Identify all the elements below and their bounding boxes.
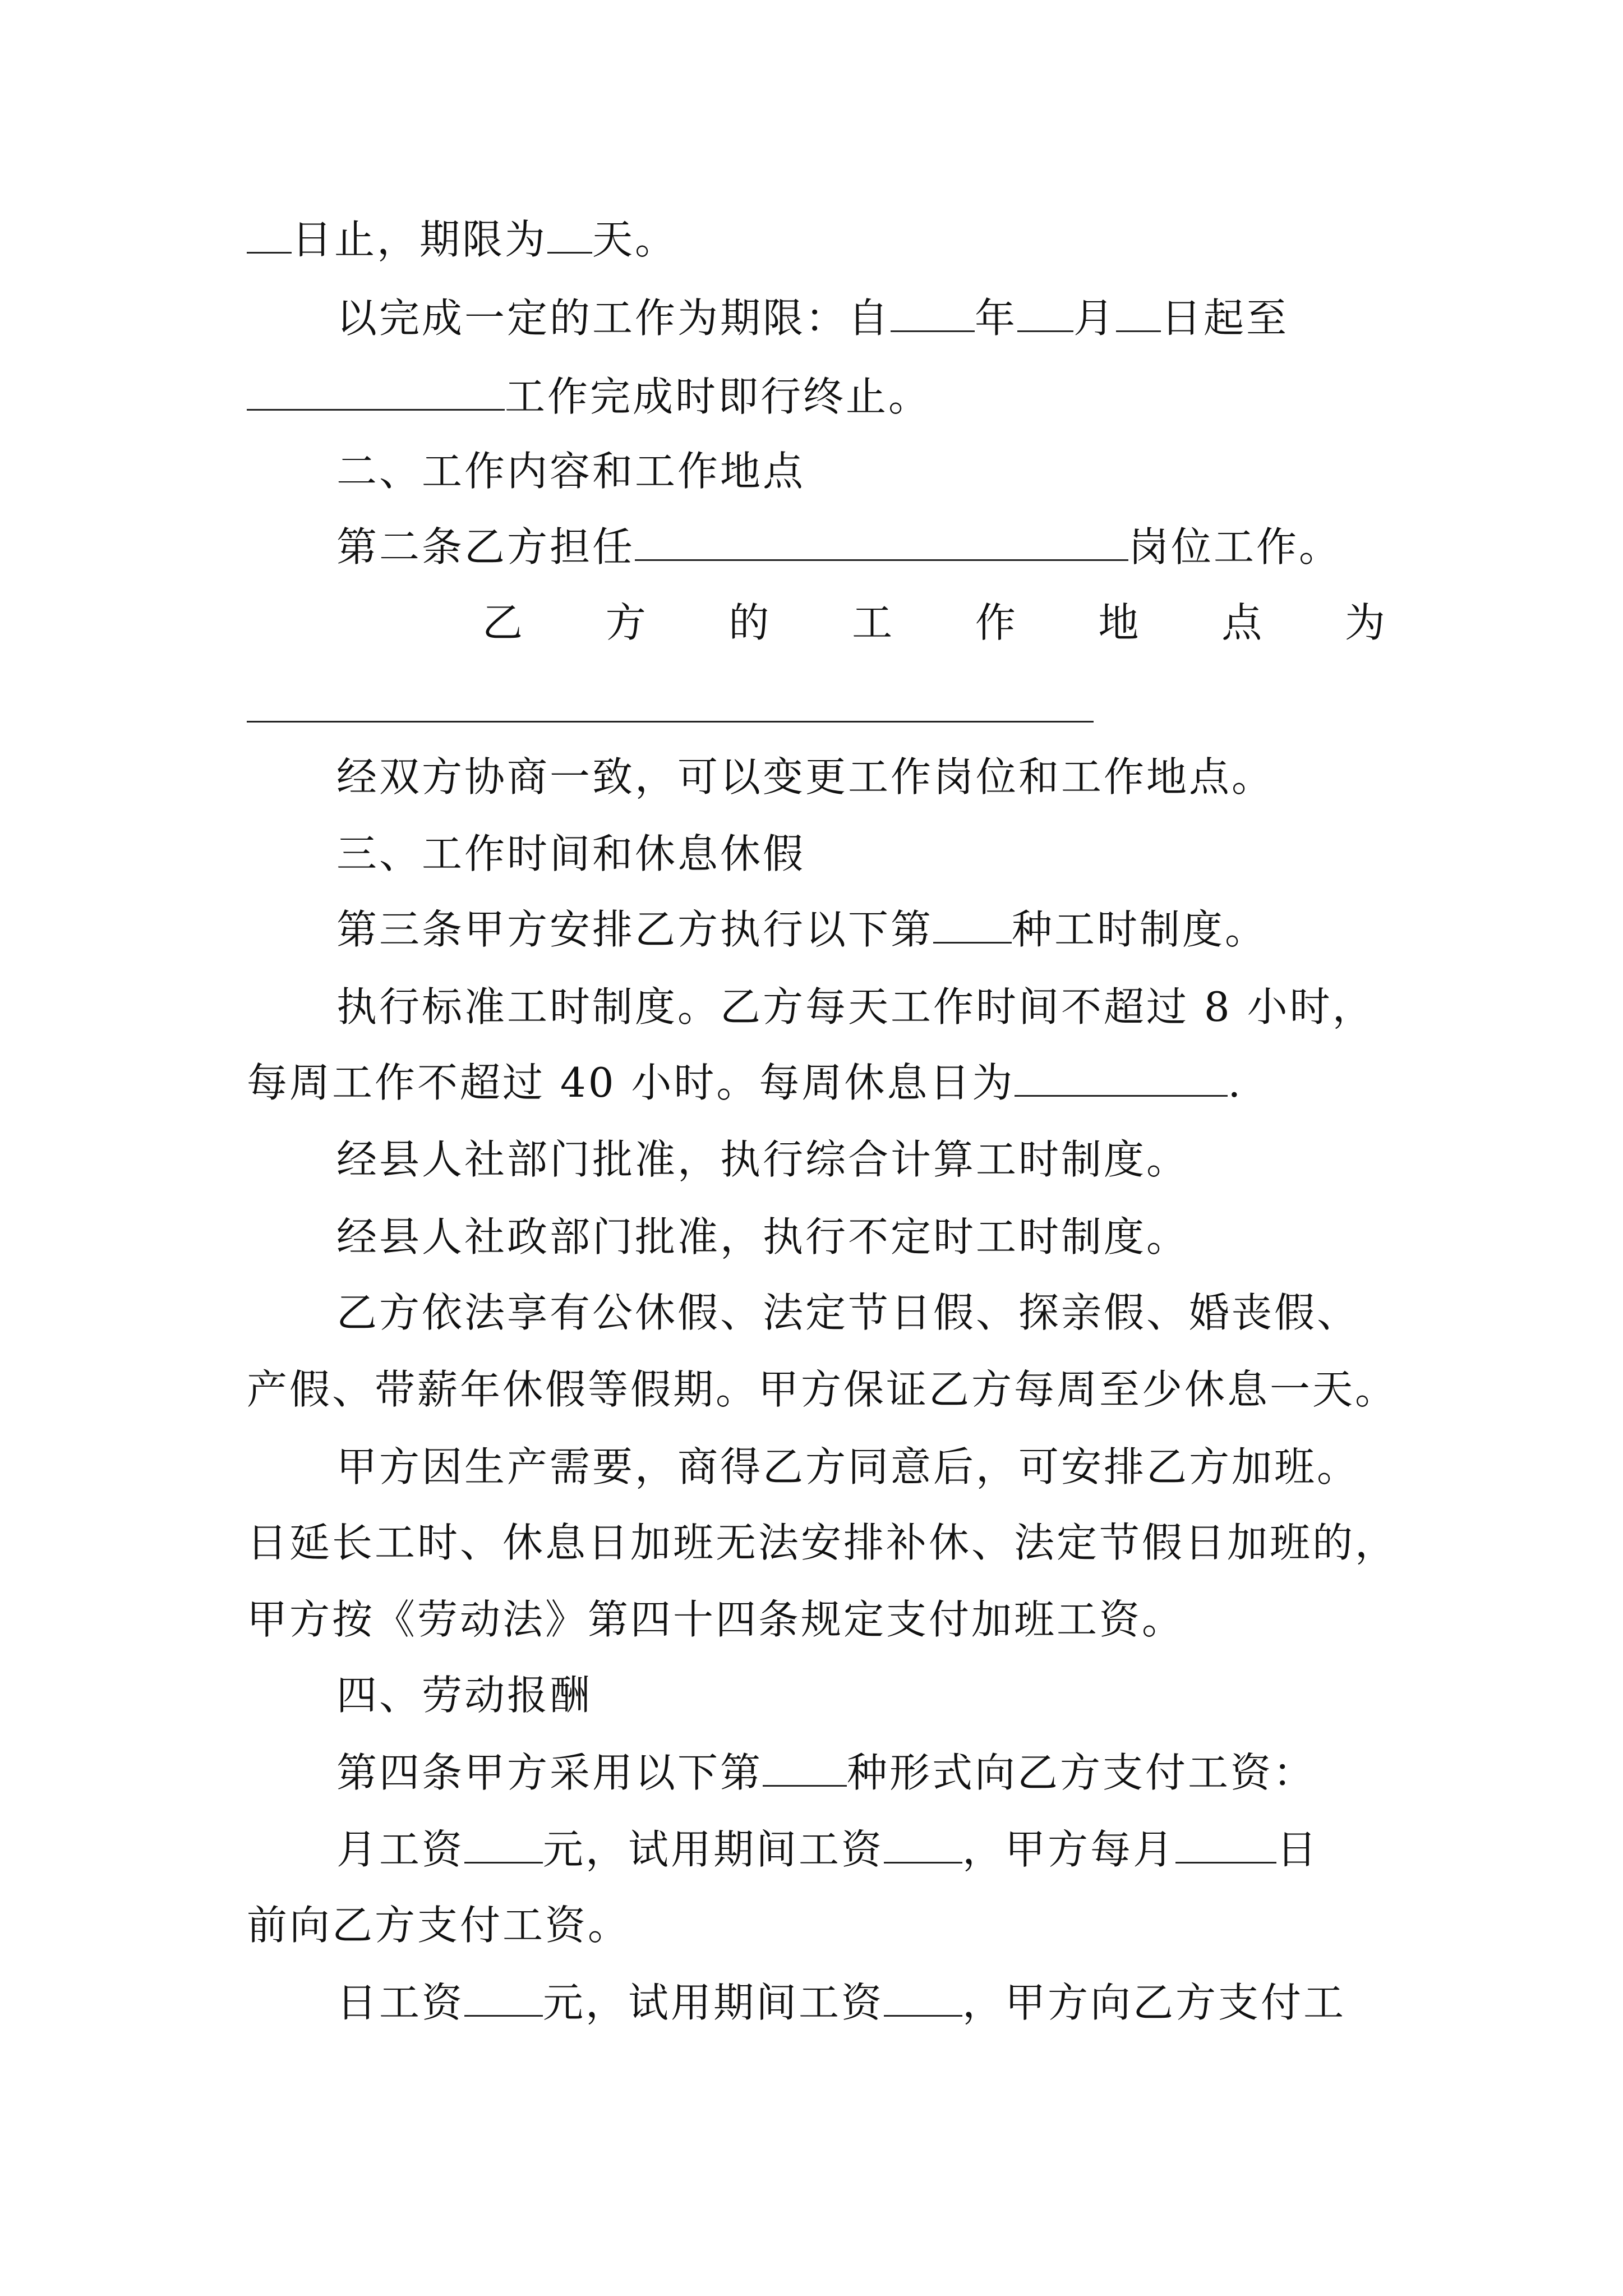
section-heading [336, 1662, 1481, 1729]
blank-field [891, 291, 975, 332]
text-span: 每周工作不超过 40 小时。每周休息日为 [247, 1059, 1015, 1106]
section-heading [336, 820, 1481, 887]
text-span: 日延长工时、休息日加班无法安排补休、法定节假日加班的， [247, 1519, 1398, 1566]
text-span: 月工资 [336, 1826, 465, 1873]
text-line [247, 1586, 1391, 1653]
text-span: 种形式向乙方支付工资： [847, 1749, 1316, 1796]
blank-field [884, 1976, 962, 2017]
blank-field [1116, 291, 1161, 332]
text-span: 二、工作内容和工作地点 [336, 448, 806, 495]
text-line [247, 1049, 1391, 1116]
text-span: 天。 [592, 216, 678, 263]
text-span: 以完成一定的工作为期限：自 [336, 295, 891, 342]
text-line [336, 1433, 1481, 1501]
blank-field [1015, 1056, 1228, 1097]
text-line [247, 1509, 1398, 1576]
text-span: 产假、带薪年休假等假期。甲方保证乙方每周至少休息一天。 [247, 1366, 1398, 1413]
text-span: 三、工作时间和休息休假 [336, 830, 806, 877]
text-span: 元，试用期间工资 [543, 1826, 884, 1873]
text-line [336, 1203, 1481, 1271]
text-span: 日起至 [1161, 295, 1289, 342]
text-line [247, 363, 1391, 430]
blank-field [547, 213, 592, 254]
blank-field [464, 1823, 543, 1864]
text-span: 经县人社部门批准，执行综合计算工时制度。 [336, 1136, 1189, 1183]
text-span: 地 [1098, 599, 1139, 646]
text-line [247, 1356, 1398, 1423]
text-span: . [1228, 1059, 1243, 1106]
text-span: 四、劳动报酬 [336, 1672, 593, 1719]
text-line [336, 896, 1481, 963]
text-line [336, 513, 1481, 581]
text-line [336, 1126, 1481, 1193]
text-span: 第四条甲方采用以下第 [336, 1749, 763, 1796]
text-line [336, 1739, 1481, 1806]
text-line [336, 743, 1481, 811]
text-line [247, 1892, 1391, 1959]
text-span: 为 [1344, 599, 1385, 646]
text-line [247, 206, 1391, 273]
blank-field [933, 903, 1012, 944]
blank-field [763, 1746, 847, 1787]
text-span: 日止，期限为 [292, 216, 548, 263]
text-span: 工作完成时即行终止。 [505, 373, 932, 420]
blank-field [884, 1823, 962, 1864]
text-span: 的 [728, 599, 769, 646]
text-span: 种工时制度。 [1012, 906, 1268, 953]
text-line [336, 1969, 1481, 2036]
text-span: 年 [975, 295, 1018, 342]
blank-field [247, 213, 292, 254]
text-line [336, 973, 1481, 1041]
text-span: 甲方因生产需要，商得乙方同意后，可安排乙方加班。 [336, 1443, 1360, 1490]
text-line [336, 1279, 1481, 1346]
text-span: 经县人社政部门批准，执行不定时工时制度。 [336, 1213, 1189, 1260]
text-span: 工 [852, 599, 893, 646]
blank-field [635, 520, 1128, 561]
text-span: 方 [605, 599, 646, 646]
text-span: 作 [975, 599, 1016, 646]
blank-field [464, 1976, 543, 2017]
blank-field [247, 370, 505, 411]
text-span: 乙 [482, 599, 523, 646]
text-span: ，甲方每月 [962, 1826, 1176, 1873]
text-span: 岗位工作。 [1128, 523, 1342, 570]
text-span: 经双方协商一致，可以变更工作岗位和工作地点。 [336, 753, 1275, 800]
blank-field [1175, 1823, 1276, 1864]
text-span: 甲方按《劳动法》第四十四条规定支付加班工资。 [247, 1596, 1185, 1643]
blank-field [247, 721, 1094, 723]
text-span: 元，试用期间工资 [543, 1979, 884, 2026]
text-span: 日工资 [336, 1979, 465, 2026]
text-line [336, 1816, 1481, 1883]
section-heading [336, 438, 1481, 505]
text-line-spread [247, 589, 1385, 656]
text-span: 日 [1276, 1826, 1320, 1873]
text-span: 乙方依法享有公休假、法定节日假、探亲假、婚丧假、 [336, 1289, 1360, 1336]
text-line [336, 284, 1481, 352]
text-span: ，甲方向乙方支付工 [962, 1979, 1347, 2026]
text-span: 点 [1221, 599, 1262, 646]
text-span: 月 [1073, 295, 1117, 342]
blank-field [1017, 291, 1073, 332]
text-span: 执行标准工时制度。乙方每天工作时间不超过 8 小时， [336, 983, 1375, 1030]
text-span: 前向乙方支付工资。 [247, 1902, 631, 1949]
text-span: 第三条甲方安排乙方执行以下第 [336, 906, 934, 953]
text-span: 第二条乙方担任 [336, 523, 635, 570]
